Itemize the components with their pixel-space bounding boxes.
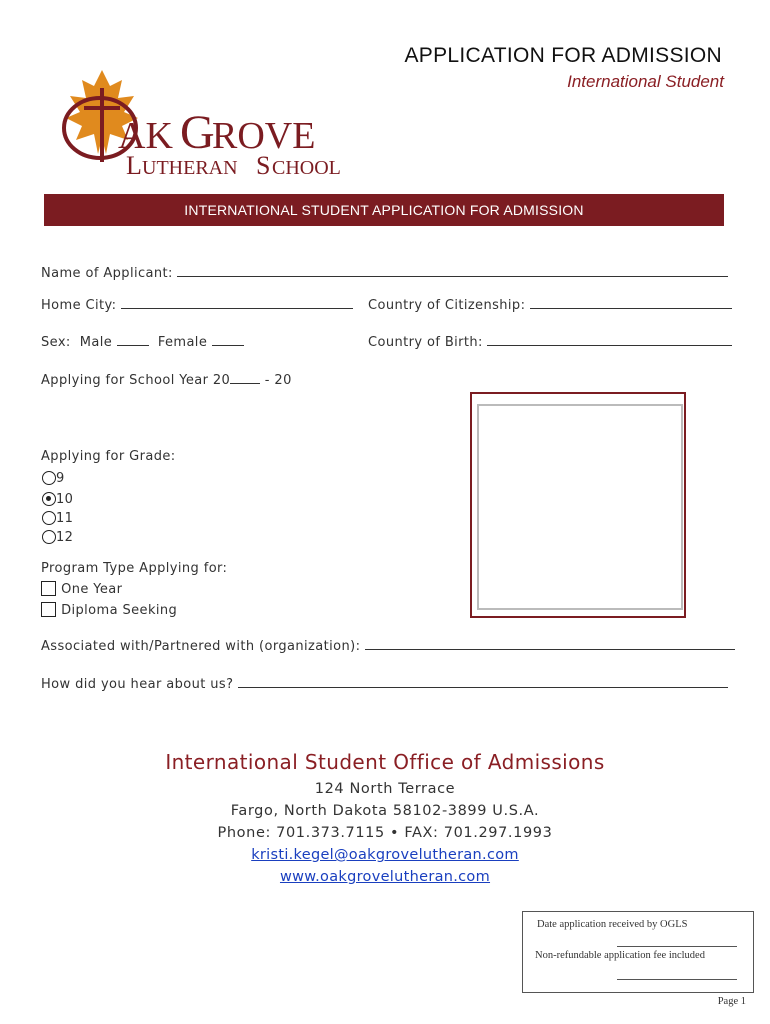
school-year-field[interactable]	[230, 371, 260, 384]
program-options	[41, 578, 177, 620]
name-label: Name of Applicant:	[41, 266, 173, 281]
checkbox-icon[interactable]	[41, 602, 56, 617]
male-label: Male	[79, 335, 113, 350]
radio-icon[interactable]	[42, 511, 56, 525]
svg-text:L: L	[126, 151, 142, 180]
female-label: Female	[157, 335, 208, 350]
office-title: International Student Office of Admissions	[165, 750, 605, 774]
program-option-diploma[interactable]: Diploma Seeking	[41, 599, 177, 620]
sex-row	[41, 333, 244, 350]
hear-field[interactable]	[238, 675, 728, 688]
grade-option-11[interactable]: 11	[42, 507, 73, 526]
form-subtitle: International Student	[567, 72, 724, 91]
hear-label: How did you hear about us?	[41, 677, 234, 692]
associated-field[interactable]	[365, 637, 735, 650]
office-city: Fargo, North Dakota 58102-3899 U.S.A.	[230, 803, 540, 819]
home-city-row	[41, 296, 353, 313]
office-email-link[interactable]: kristi.kegel@oakgrovelutheran.com	[251, 847, 519, 863]
svg-text:G: G	[180, 106, 215, 159]
birth-label: Country of Birth:	[368, 335, 483, 350]
grade-options	[42, 467, 73, 545]
school-year-label: Applying for School Year 20	[41, 373, 231, 388]
grade-option-10[interactable]: 10	[42, 488, 73, 507]
home-city-field[interactable]	[121, 296, 353, 309]
svg-text:UTHERAN: UTHERAN	[142, 157, 238, 179]
received-field[interactable]	[617, 946, 737, 947]
svg-text:AK: AK	[118, 115, 173, 157]
associated-row	[41, 637, 735, 654]
name-row	[41, 264, 728, 281]
svg-text:ROVE: ROVE	[212, 115, 316, 157]
radio-selected-icon[interactable]	[42, 492, 56, 506]
photo-area[interactable]	[477, 404, 683, 610]
citizenship-label: Country of Citizenship:	[368, 298, 526, 313]
birth-field[interactable]	[487, 333, 732, 346]
citizenship-row	[368, 296, 732, 313]
female-field[interactable]	[212, 333, 244, 346]
school-year-sep: - 20	[264, 373, 292, 388]
office-use-box	[522, 911, 754, 993]
checkbox-icon[interactable]	[41, 581, 56, 596]
program-label: Program Type Applying for:	[41, 561, 228, 576]
page-number: Page 1	[717, 996, 746, 1007]
male-field[interactable]	[117, 333, 149, 346]
fee-field[interactable]	[617, 979, 737, 980]
grade-option-12[interactable]: 12	[42, 526, 73, 545]
name-field[interactable]	[177, 264, 728, 277]
section-banner: INTERNATIONAL STUDENT APPLICATION FOR ADMISSION	[44, 194, 724, 226]
home-city-label: Home City:	[41, 298, 117, 313]
grade-option-9[interactable]: 9	[42, 467, 73, 488]
svg-text:CHOOL: CHOOL	[272, 157, 341, 179]
form-title: APPLICATION FOR ADMISSION	[404, 44, 722, 67]
radio-icon[interactable]	[42, 471, 56, 485]
office-website-link[interactable]: www.oakgrovelutheran.com	[279, 869, 491, 885]
office-street: 124 North Terrace	[314, 781, 456, 797]
office-block	[0, 750, 770, 888]
sex-label: Sex:	[41, 335, 71, 350]
grade-label: Applying for Grade:	[41, 449, 176, 464]
school-logo	[60, 68, 341, 180]
received-label: Date application received by OGLS	[537, 919, 688, 930]
fee-label: Non-refundable application fee included	[535, 950, 705, 961]
hear-row	[41, 675, 728, 692]
school-year-row	[41, 371, 292, 388]
office-phone: Phone: 701.373.7115 • FAX: 701.297.1993	[217, 825, 553, 841]
svg-text:S: S	[256, 151, 271, 180]
birth-row	[368, 333, 732, 350]
program-option-one-year[interactable]: One Year	[41, 578, 177, 599]
radio-icon[interactable]	[42, 530, 56, 544]
citizenship-field[interactable]	[530, 296, 732, 309]
associated-label: Associated with/Partnered with (organization):	[41, 639, 361, 654]
